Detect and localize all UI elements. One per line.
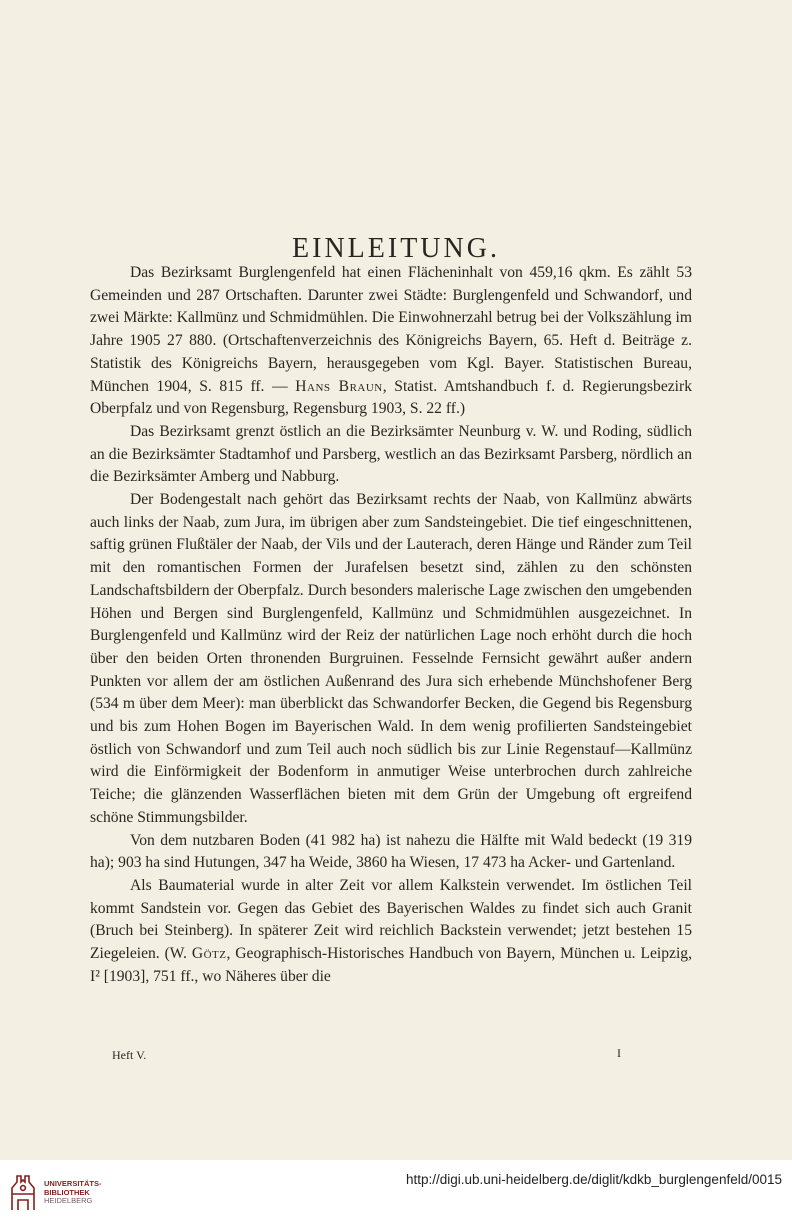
signature-mark: Heft V. <box>112 1048 147 1062</box>
author-name: Hans Braun <box>295 377 383 395</box>
paragraph-3: Der Bodengestalt nach gehört das Bezirksamt rechts der Naab, von Kallmünz abwärts auch links der Naab, zum Jura, im übrigen aber zum Sandsteingebiet. Die tief eingeschnittenen, saftig grünen Flußtäler der Naab, der Vils und der Lauterach, deren Hänge und Ränder zum Teil mit den romantischen Formen der Jurafelsen besetzt sind, zählen zu den schönsten Landschaftsbildern der Oberpfalz. Durch besonders malerische Lage zwischen den umgebenden Höhen und Bergen sind Burglengenfeld, Kallmünz und Schmidmühlen ausgezeichnet. In Burglengenfeld und Kallmünz wird der Reiz der natürlichen Lage noch erhöht durch die hoch über den beiden Orten thronenden Burgruinen. Fesselnde Fernsicht gewährt außer andern Punkten vor allem der am östlichen Außenrand des Jura sich erhebende Münchshofener Berg (534 m über dem Meer): man überblickt das Schwandorfer Becken, die Gegend bis Regensburg und bis zum Hohen Bogen im Bayerischen Wald. In dem wenig profilierten Sandsteingebiet östlich von Schwandorf und zum Teil auch noch südlich bis zur Linie Regenstauf—Kallmünz wird die Einförmigkeit der Bodenform in anmutiger Weise unterbrochen durch zahlreiche Teiche; die glänzenden Wasserflächen bieten mit dem Grün der Umgebung oft ergreifend schöne Stimmungsbilder. <box>90 491 692 826</box>
paragraph-2: Das Bezirksamt grenzt östlich an die Bezirksämter Neunburg v. W. und Roding, südlich an die Bezirksämter Stadtamhof und Parsberg, westlich an das Bezirksamt Parsberg, nördlich an die Bezirksämter Amberg und Nabburg. <box>90 422 692 486</box>
university-seal-icon[interactable] <box>8 1172 38 1212</box>
paragraph-4: Von dem nutzbaren Boden (41 982 ha) ist nahezu die Hälfte mit Wald bedeckt (19 319 ha); 903 ha sind Hutungen, 347 ha Weide, 3860 ha Wiesen, 17 473 ha Acker- und Gartenland. <box>90 831 692 872</box>
paragraph-1: Das Bezirksamt Burglengenfeld hat einen Flächeninhalt von 459,16 qkm. Es zählt 53 Gemeinden und 287 Ortschaften. Darunter zwei Städte: Burglengenfeld und Schwandorf, und zwei Märkte: Kallmünz und Schmidmühlen. Die Einwohnerzahl betrug bei der Volkszählung im Jahre 1905 27 880. (Ortschaftenverzeichnis des Königreichs Bayern, 65. Heft d. Beiträge z. Statistik des Königreichs Bayern, herausgegeben vom Kgl. Bayer. Statistischen Bureau, München 1904, S. 815 ff. — Hans Braun, Statist. Amtshandbuch f. d. Regierungsbezirk Oberpfalz und von Regensburg, Regensburg 1903, S. 22 ff.) <box>90 264 692 418</box>
library-name[interactable]: UNIVERSITÄTS- BIBLIOTHEK HEIDELBERG <box>44 1179 102 1206</box>
body-text <box>90 262 692 989</box>
paragraph-5: Als Baumaterial wurde in alter Zeit vor allem Kalkstein verwendet. Im östlichen Teil kommt Sandstein vor. Gegen das Gebiet des Bayerischen Waldes zu findet sich auch Granit (Bruch bei Steinberg). In späterer Zeit wird reichlich Backstein verwendet; jetzt bestehen 15 Ziegeleien. (W. Götz, Geographisch-Historisches Handbuch von Bayern, München u. Leipzig, I² [1903], 751 ff., wo Näheres über die <box>90 876 692 985</box>
library-footer-bar <box>0 1160 792 1223</box>
sheet-number: I <box>617 1046 621 1060</box>
author-name: Götz <box>191 945 227 963</box>
source-url[interactable]: http://digi.ub.uni-heidelberg.de/diglit/kdkb_burglengenfeld/0015 <box>405 1172 782 1187</box>
page-title: EINLEITUNG. <box>292 232 500 264</box>
